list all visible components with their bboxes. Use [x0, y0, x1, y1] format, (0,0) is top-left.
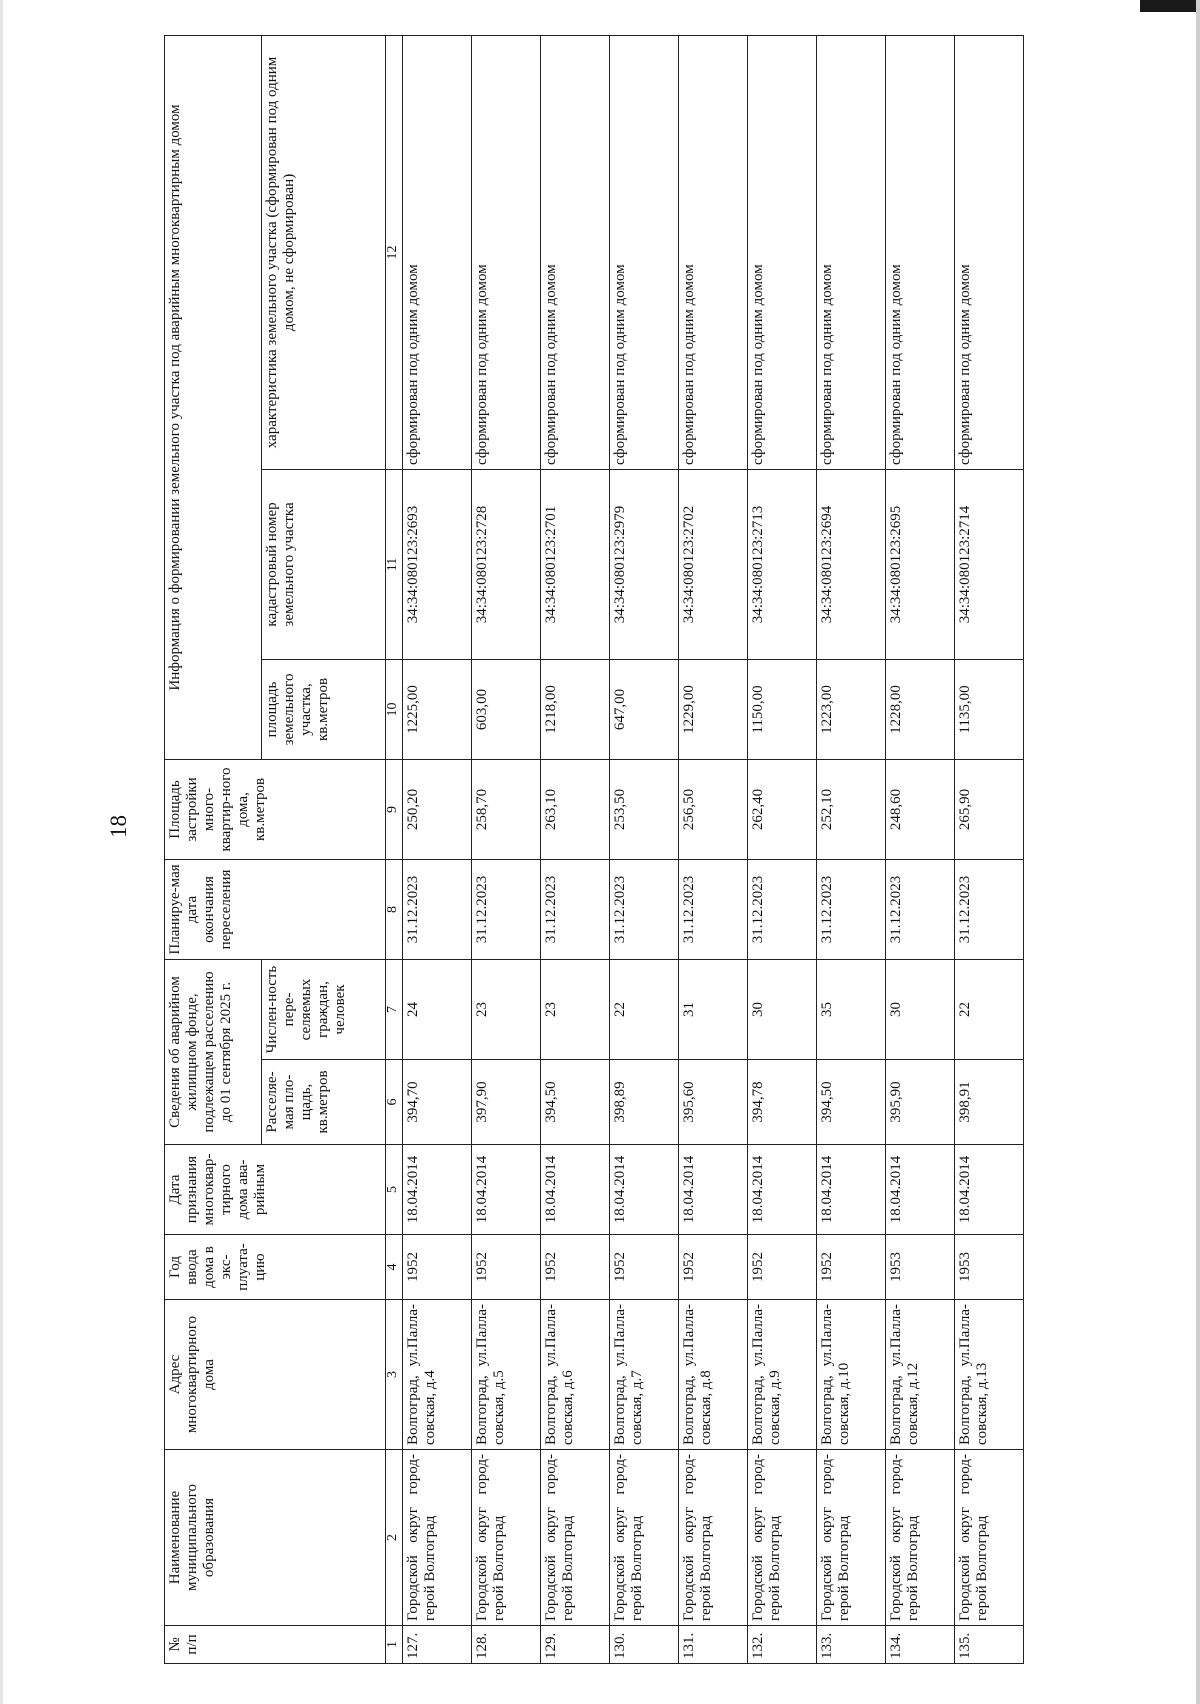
rotated-page [164, 36, 1042, 1664]
resettled-area-cell: 394,50 [817, 1060, 886, 1145]
row-number: 129. [541, 1626, 610, 1664]
land-characteristic-cell: сформирован под одним домом [541, 35, 610, 469]
land-characteristic-cell: сформирован под одним домом [610, 35, 679, 469]
land-area-cell: 647,00 [610, 659, 679, 759]
resettled-area-cell: 394,50 [541, 1060, 610, 1145]
table-body [403, 35, 1024, 1663]
address-cell: Волгоград, ул.Палла-совская, д.12 [886, 1300, 955, 1450]
row-number: 127. [403, 1626, 472, 1664]
planned-date-cell: 31.12.2023 [403, 859, 472, 959]
header-cadastral-number: кадастровый номер земельного участка [262, 469, 386, 659]
column-number: 8 [386, 859, 403, 959]
cadastral-number-cell: 34:34:080123:2693 [403, 469, 472, 659]
resettled-people-cell: 23 [472, 959, 541, 1059]
municipality-cell: Городской округ город-герой Волгоград [403, 1450, 472, 1626]
header-municipality: Наименование муниципального образования [165, 1450, 386, 1626]
land-area-cell: 1135,00 [955, 659, 1024, 759]
year-cell: 1952 [472, 1235, 541, 1300]
resettled-area-cell: 395,60 [679, 1060, 748, 1145]
cadastral-number-cell: 34:34:080123:2728 [472, 469, 541, 659]
header-recognition-date: Дата признания многоквар-тирного дома ава-рийным [165, 1145, 386, 1235]
row-number: 134. [886, 1626, 955, 1664]
planned-date-cell: 31.12.2023 [610, 859, 679, 959]
cadastral-number-cell: 34:34:080123:2979 [610, 469, 679, 659]
recognition-date-cell: 18.04.2014 [541, 1145, 610, 1235]
header-emergency-fund: Сведения об аварийном жилищном фонде, подлежащем расселению до 01 сентября 2025 г. [165, 959, 262, 1144]
planned-date-cell: 31.12.2023 [748, 859, 817, 959]
land-area-cell: 1225,00 [403, 659, 472, 759]
built-area-cell: 262,40 [748, 759, 817, 859]
land-characteristic-cell: сформирован под одним домом [886, 35, 955, 469]
header-num: № п/п [165, 1626, 386, 1664]
recognition-date-cell: 18.04.2014 [955, 1145, 1024, 1235]
recognition-date-cell: 18.04.2014 [403, 1145, 472, 1235]
resettled-people-cell: 30 [886, 959, 955, 1059]
address-cell: Волгоград, ул.Палла-совская, д.10 [817, 1300, 886, 1450]
built-area-cell: 253,50 [610, 759, 679, 859]
resettled-area-cell: 394,70 [403, 1060, 472, 1145]
land-area-cell: 1228,00 [886, 659, 955, 759]
land-area-cell: 1229,00 [679, 659, 748, 759]
row-number: 135. [955, 1626, 1024, 1664]
header-land-plot-info: Информация о формировании земельного участка под аварийным многоквартирным домом [165, 35, 262, 759]
planned-date-cell: 31.12.2023 [541, 859, 610, 959]
header-address: Адрес многоквартирного дома [165, 1300, 386, 1450]
land-characteristic-cell: сформирован под одним домом [817, 35, 886, 469]
municipality-cell: Городской округ город-герой Волгоград [541, 1450, 610, 1626]
cadastral-number-cell: 34:34:080123:2702 [679, 469, 748, 659]
header-resettled-people: Числен-ность пере-селяемых граждан, человек [262, 959, 386, 1059]
row-number: 133. [817, 1626, 886, 1664]
address-cell: Волгоград, ул.Палла-совская, д.4 [403, 1300, 472, 1450]
row-number: 130. [610, 1626, 679, 1664]
column-number: 1 [386, 1626, 403, 1664]
column-numbers-row [386, 35, 403, 1663]
recognition-date-cell: 18.04.2014 [610, 1145, 679, 1235]
row-number: 131. [679, 1626, 748, 1664]
year-cell: 1953 [955, 1235, 1024, 1300]
recognition-date-cell: 18.04.2014 [817, 1145, 886, 1235]
column-number: 3 [386, 1300, 403, 1450]
land-characteristic-cell: сформирован под одним домом [403, 35, 472, 469]
address-cell: Волгоград, ул.Палла-совская, д.7 [610, 1300, 679, 1450]
address-cell: Волгоград, ул.Палла-совская, д.13 [955, 1300, 1024, 1450]
column-number: 6 [386, 1060, 403, 1145]
year-cell: 1952 [403, 1235, 472, 1300]
municipality-cell: Городской округ город-герой Волгоград [748, 1450, 817, 1626]
year-cell: 1952 [817, 1235, 886, 1300]
header-land-area: площадь земельного участка, кв.метров [262, 659, 386, 759]
table-row [403, 35, 472, 1663]
municipality-cell: Городской округ город-герой Волгоград [955, 1450, 1024, 1626]
address-cell: Волгоград, ул.Палла-совская, д.6 [541, 1300, 610, 1450]
column-number: 4 [386, 1235, 403, 1300]
resettled-people-cell: 30 [748, 959, 817, 1059]
table-row [748, 35, 817, 1663]
land-characteristic-cell: сформирован под одним домом [679, 35, 748, 469]
recognition-date-cell: 18.04.2014 [679, 1145, 748, 1235]
column-number: 10 [386, 659, 403, 759]
resettled-area-cell: 398,89 [610, 1060, 679, 1145]
column-number: 12 [386, 35, 403, 469]
scan-edge-right [1196, 0, 1200, 1704]
resettled-area-cell: 397,90 [472, 1060, 541, 1145]
built-area-cell: 263,10 [541, 759, 610, 859]
column-number: 9 [386, 759, 403, 859]
header-year: Год ввода дома в экс-плуата-цию [165, 1235, 386, 1300]
land-area-cell: 1150,00 [748, 659, 817, 759]
resettled-people-cell: 24 [403, 959, 472, 1059]
resettled-people-cell: 22 [955, 959, 1024, 1059]
cadastral-number-cell: 34:34:080123:2713 [748, 469, 817, 659]
municipality-cell: Городской округ город-герой Волгоград [679, 1450, 748, 1626]
resettled-area-cell: 394,78 [748, 1060, 817, 1145]
column-number: 11 [386, 469, 403, 659]
planned-date-cell: 31.12.2023 [886, 859, 955, 959]
planned-date-cell: 31.12.2023 [817, 859, 886, 959]
scan-edge-left [0, 0, 3, 1704]
land-characteristic-cell: сформирован под одним домом [472, 35, 541, 469]
row-number: 128. [472, 1626, 541, 1664]
land-area-cell: 1218,00 [541, 659, 610, 759]
header-resettled-area: Расселяе-мая пло-щадь, кв.метров [262, 1060, 386, 1145]
resettled-area-cell: 398,91 [955, 1060, 1024, 1145]
cadastral-number-cell: 34:34:080123:2714 [955, 469, 1024, 659]
land-area-cell: 1223,00 [817, 659, 886, 759]
address-cell: Волгоград, ул.Палла-совская, д.8 [679, 1300, 748, 1450]
year-cell: 1952 [541, 1235, 610, 1300]
municipality-cell: Городской округ город-герой Волгоград [886, 1450, 955, 1626]
built-area-cell: 250,20 [403, 759, 472, 859]
year-cell: 1952 [748, 1235, 817, 1300]
header-land-characteristic: характеристика земельного участка (сформирован под одним домом, не сформирован) [262, 35, 386, 469]
recognition-date-cell: 18.04.2014 [886, 1145, 955, 1235]
land-characteristic-cell: сформирован под одним домом [955, 35, 1024, 469]
table-row [955, 35, 1024, 1663]
resettled-people-cell: 35 [817, 959, 886, 1059]
page-number: 18 [106, 815, 131, 838]
address-cell: Волгоград, ул.Палла-совская, д.5 [472, 1300, 541, 1450]
resettled-area-cell: 395,90 [886, 1060, 955, 1145]
built-area-cell: 256,50 [679, 759, 748, 859]
table-row [817, 35, 886, 1663]
built-area-cell: 258,70 [472, 759, 541, 859]
column-number: 2 [386, 1450, 403, 1626]
table-row [679, 35, 748, 1663]
row-number: 132. [748, 1626, 817, 1664]
header-row [165, 35, 262, 1663]
column-number: 5 [386, 1145, 403, 1235]
table-row [472, 35, 541, 1663]
planned-date-cell: 31.12.2023 [955, 859, 1024, 959]
built-area-cell: 265,90 [955, 759, 1024, 859]
table-row [886, 35, 955, 1663]
recognition-date-cell: 18.04.2014 [472, 1145, 541, 1235]
scan-edge-top [1140, 0, 1200, 12]
resettled-people-cell: 31 [679, 959, 748, 1059]
planned-date-cell: 31.12.2023 [679, 859, 748, 959]
column-number: 7 [386, 959, 403, 1059]
planned-date-cell: 31.12.2023 [472, 859, 541, 959]
municipality-cell: Городской округ город-герой Волгоград [610, 1450, 679, 1626]
cadastral-number-cell: 34:34:080123:2701 [541, 469, 610, 659]
built-area-cell: 248,60 [886, 759, 955, 859]
land-characteristic-cell: сформирован под одним домом [748, 35, 817, 469]
municipality-cell: Городской округ город-герой Волгоград [472, 1450, 541, 1626]
land-area-cell: 603,00 [472, 659, 541, 759]
year-cell: 1953 [886, 1235, 955, 1300]
header-built-area: Площадь застройки много-квартир-ного дома, кв.метров [165, 759, 386, 859]
year-cell: 1952 [610, 1235, 679, 1300]
address-cell: Волгоград, ул.Палла-совская, д.9 [748, 1300, 817, 1450]
year-cell: 1952 [679, 1235, 748, 1300]
built-area-cell: 252,10 [817, 759, 886, 859]
resettled-people-cell: 22 [610, 959, 679, 1059]
table-row [610, 35, 679, 1663]
cadastral-number-cell: 34:34:080123:2694 [817, 469, 886, 659]
header-planned-date: Планируе-мая дата окончания переселения [165, 859, 386, 959]
recognition-date-cell: 18.04.2014 [748, 1145, 817, 1235]
resettled-people-cell: 23 [541, 959, 610, 1059]
cadastral-number-cell: 34:34:080123:2695 [886, 469, 955, 659]
municipality-cell: Городской округ город-герой Волгоград [817, 1450, 886, 1626]
emergency-housing-table [164, 35, 1024, 1664]
table-row [541, 35, 610, 1663]
